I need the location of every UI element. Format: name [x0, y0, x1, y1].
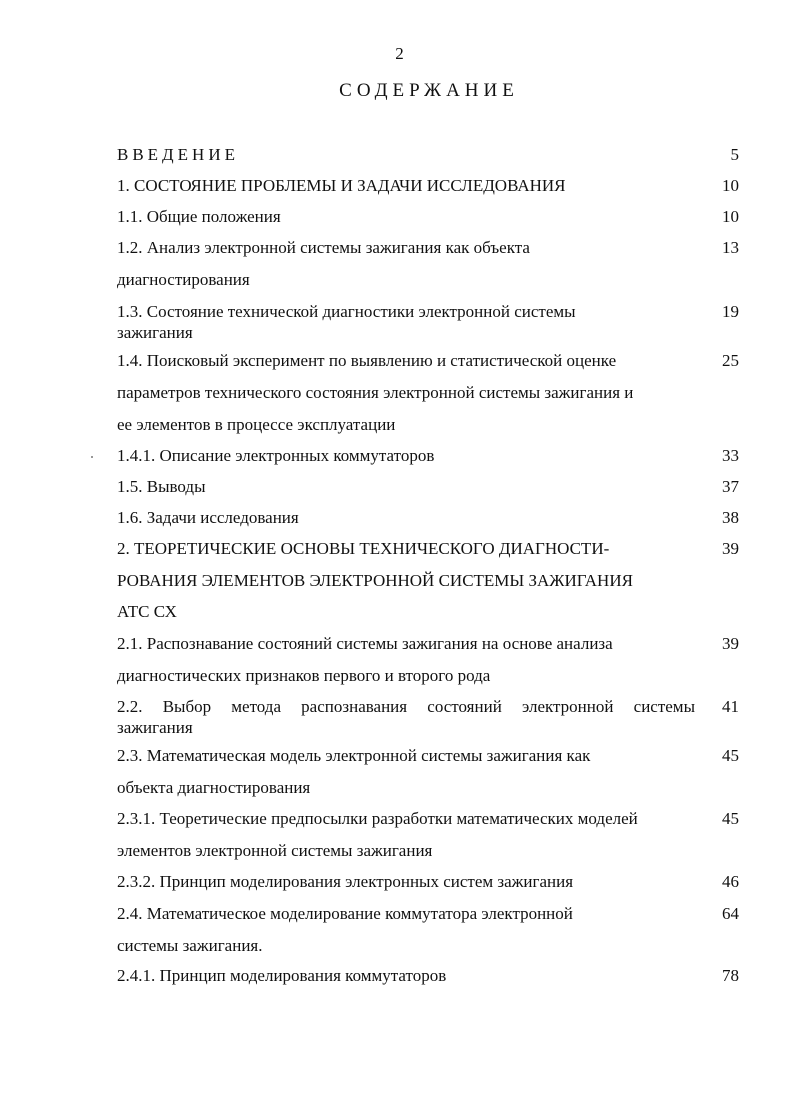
toc-entry-title-line: 2. ТЕОРЕТИЧЕСКИЕ ОСНОВЫ ТЕХНИЧЕСКОГО ДИАГНОСТИ- [117, 539, 610, 558]
toc-entry-title-line: диагностирования [117, 270, 250, 289]
toc-entry-page: 33 [722, 446, 739, 465]
toc-entry-page: 64 [722, 904, 739, 923]
toc-entry-title-line: 2.2. Выбор метода распознавания состояний электронной системы [117, 697, 695, 716]
toc-entry-title-line: 1.2. Анализ электронной системы зажигания как объекта [117, 238, 530, 257]
toc-entry-page: 39 [722, 539, 739, 558]
toc-entry-page: 45 [722, 809, 739, 828]
toc-entry-title: 1. СОСТОЯНИЕ ПРОБЛЕМЫ И ЗАДАЧИ ИССЛЕДОВАНИЯ [117, 176, 566, 195]
toc-entry-title-line: системы зажигания. [117, 936, 263, 955]
toc-entry-title: 1.1. Общие положения [117, 207, 281, 226]
scan-speck [91, 456, 93, 458]
toc-entry-title-line: АТС СХ [117, 602, 177, 621]
toc-entry-title: 2.3.2. Принцип моделирования электронных систем зажигания [117, 872, 574, 891]
toc-entry-page: 41 [722, 697, 739, 716]
toc-entry-title: ВВЕДЕНИЕ [117, 145, 239, 164]
toc-entry-title-line: 2.3.1. Теоретические предпосылки разработки математических моделей [117, 809, 638, 828]
toc-entry-title: 1.6. Задачи исследования [117, 508, 299, 527]
toc-entry-title-line: 2.4. Математическое моделирование коммутатора электронной [117, 904, 573, 923]
toc-entry-page: 46 [722, 872, 739, 891]
toc-entry-page: 45 [722, 746, 739, 765]
toc-entry-title-line: зажигания [117, 323, 193, 342]
toc-entry-title-line: элементов электронной системы зажигания [117, 841, 433, 860]
toc-entry-page: 39 [722, 634, 739, 653]
page-title: СОДЕРЖАНИЕ [339, 80, 519, 101]
toc-entry-title-line: 1.3. Состояние технической диагностики электронной системы [117, 302, 576, 321]
toc-entry-page: 38 [722, 508, 739, 527]
toc-entry-page: 19 [722, 302, 739, 321]
toc-entry-page: 13 [722, 238, 739, 257]
toc-entry-title: 1.4.1. Описание электронных коммутаторов [117, 446, 435, 465]
page-number: 2 [395, 44, 404, 63]
toc-entry-title: 1.5. Выводы [117, 477, 206, 496]
toc-entry-title-line: объекта диагностирования [117, 778, 311, 797]
toc-entry-title-line: 2.3. Математическая модель электронной системы зажигания как [117, 746, 591, 765]
toc-entry-title-line: параметров технического состояния электронной системы зажигания и [117, 383, 634, 402]
toc-entry-page: 10 [722, 207, 739, 226]
toc-entry-title-line: 2.1. Распознавание состояний системы зажигания на основе анализа [117, 634, 613, 653]
toc-entry-title-line: зажигания [117, 718, 193, 737]
toc-entry-page: 78 [722, 966, 739, 985]
toc-entry-title-line: 1.4. Поисковый эксперимент по выявлению и статистической оценке [117, 351, 617, 370]
toc-entry-title: 2.4.1. Принцип моделирования коммутаторов [117, 966, 447, 985]
toc-entry-page: 10 [722, 176, 739, 195]
toc-entry-title-line: диагностических признаков первого и второго рода [117, 666, 491, 685]
toc-entry-page: 37 [722, 477, 739, 496]
toc-entry-page: 5 [730, 145, 739, 164]
toc-entry-title-line: ее элементов в процессе эксплуатации [117, 415, 396, 434]
toc-entry-title-line: РОВАНИЯ ЭЛЕМЕНТОВ ЭЛЕКТРОННОЙ СИСТЕМЫ ЗАЖИГАНИЯ [117, 571, 633, 590]
toc-entry-page: 25 [722, 351, 739, 370]
